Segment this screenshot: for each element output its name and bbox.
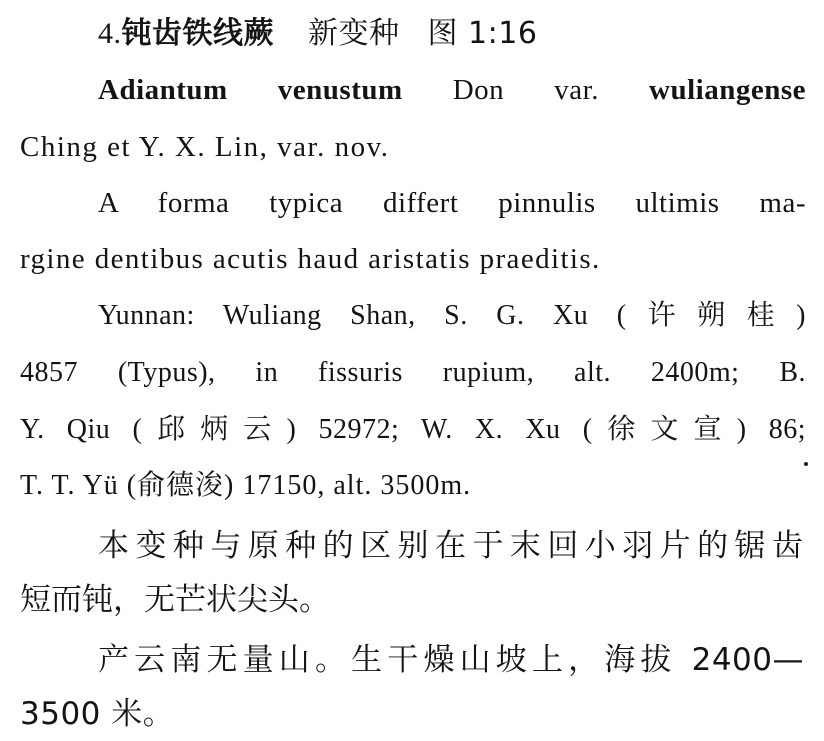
latin-name-line-2: Ching et Y. X. Lin, var. nov.: [20, 131, 390, 163]
latin-genus-species: Adiantum venustum: [98, 74, 403, 106]
distribution-line-1: 产云南无量山。生干燥山坡上，海拔 2400—: [98, 642, 804, 678]
latin-name-line-1: [98, 70, 806, 110]
specimens-line-1: Yunnan: Wuliang Shan, S. G. Xu (许朔桂): [98, 300, 806, 331]
taxon-chinese-name: 钝齿铁线蕨: [121, 16, 274, 51]
specimens-line-4: T. T. Yü (俞德浚) 17150, alt. 3500m.: [20, 470, 472, 501]
specimens-line-2: 4857 (Typus), in fissuris rupium, alt. 2400m; B.: [20, 357, 806, 388]
print-speck: [804, 462, 808, 466]
distribution-line-2: 3500 米。: [20, 696, 175, 732]
chinese-note-line-1: 本变种与原种的区别在于末回小羽片的锯齿: [98, 528, 804, 564]
diagnosis-line-1: A forma typica differt pinnulis ultimis ma-: [98, 187, 806, 219]
figure-reference: 图 1:16: [427, 16, 538, 51]
specimens-line-3: Y. Qiu (邱炳云) 52972; W. X. Xu (徐文宣) 86;: [20, 414, 806, 445]
latin-variety: wuliangense: [649, 74, 807, 106]
taxon-heading: [98, 14, 738, 54]
diagnosis-line-2: rgine dentibus acutis haud aristatis praeditis.: [20, 243, 601, 275]
latin-author: Don var.: [452, 74, 599, 106]
taxon-status: 新变种: [308, 16, 400, 51]
taxon-number: 4.: [98, 17, 122, 50]
chinese-note-line-2: 短而钝，无芒状尖头。: [20, 582, 330, 618]
